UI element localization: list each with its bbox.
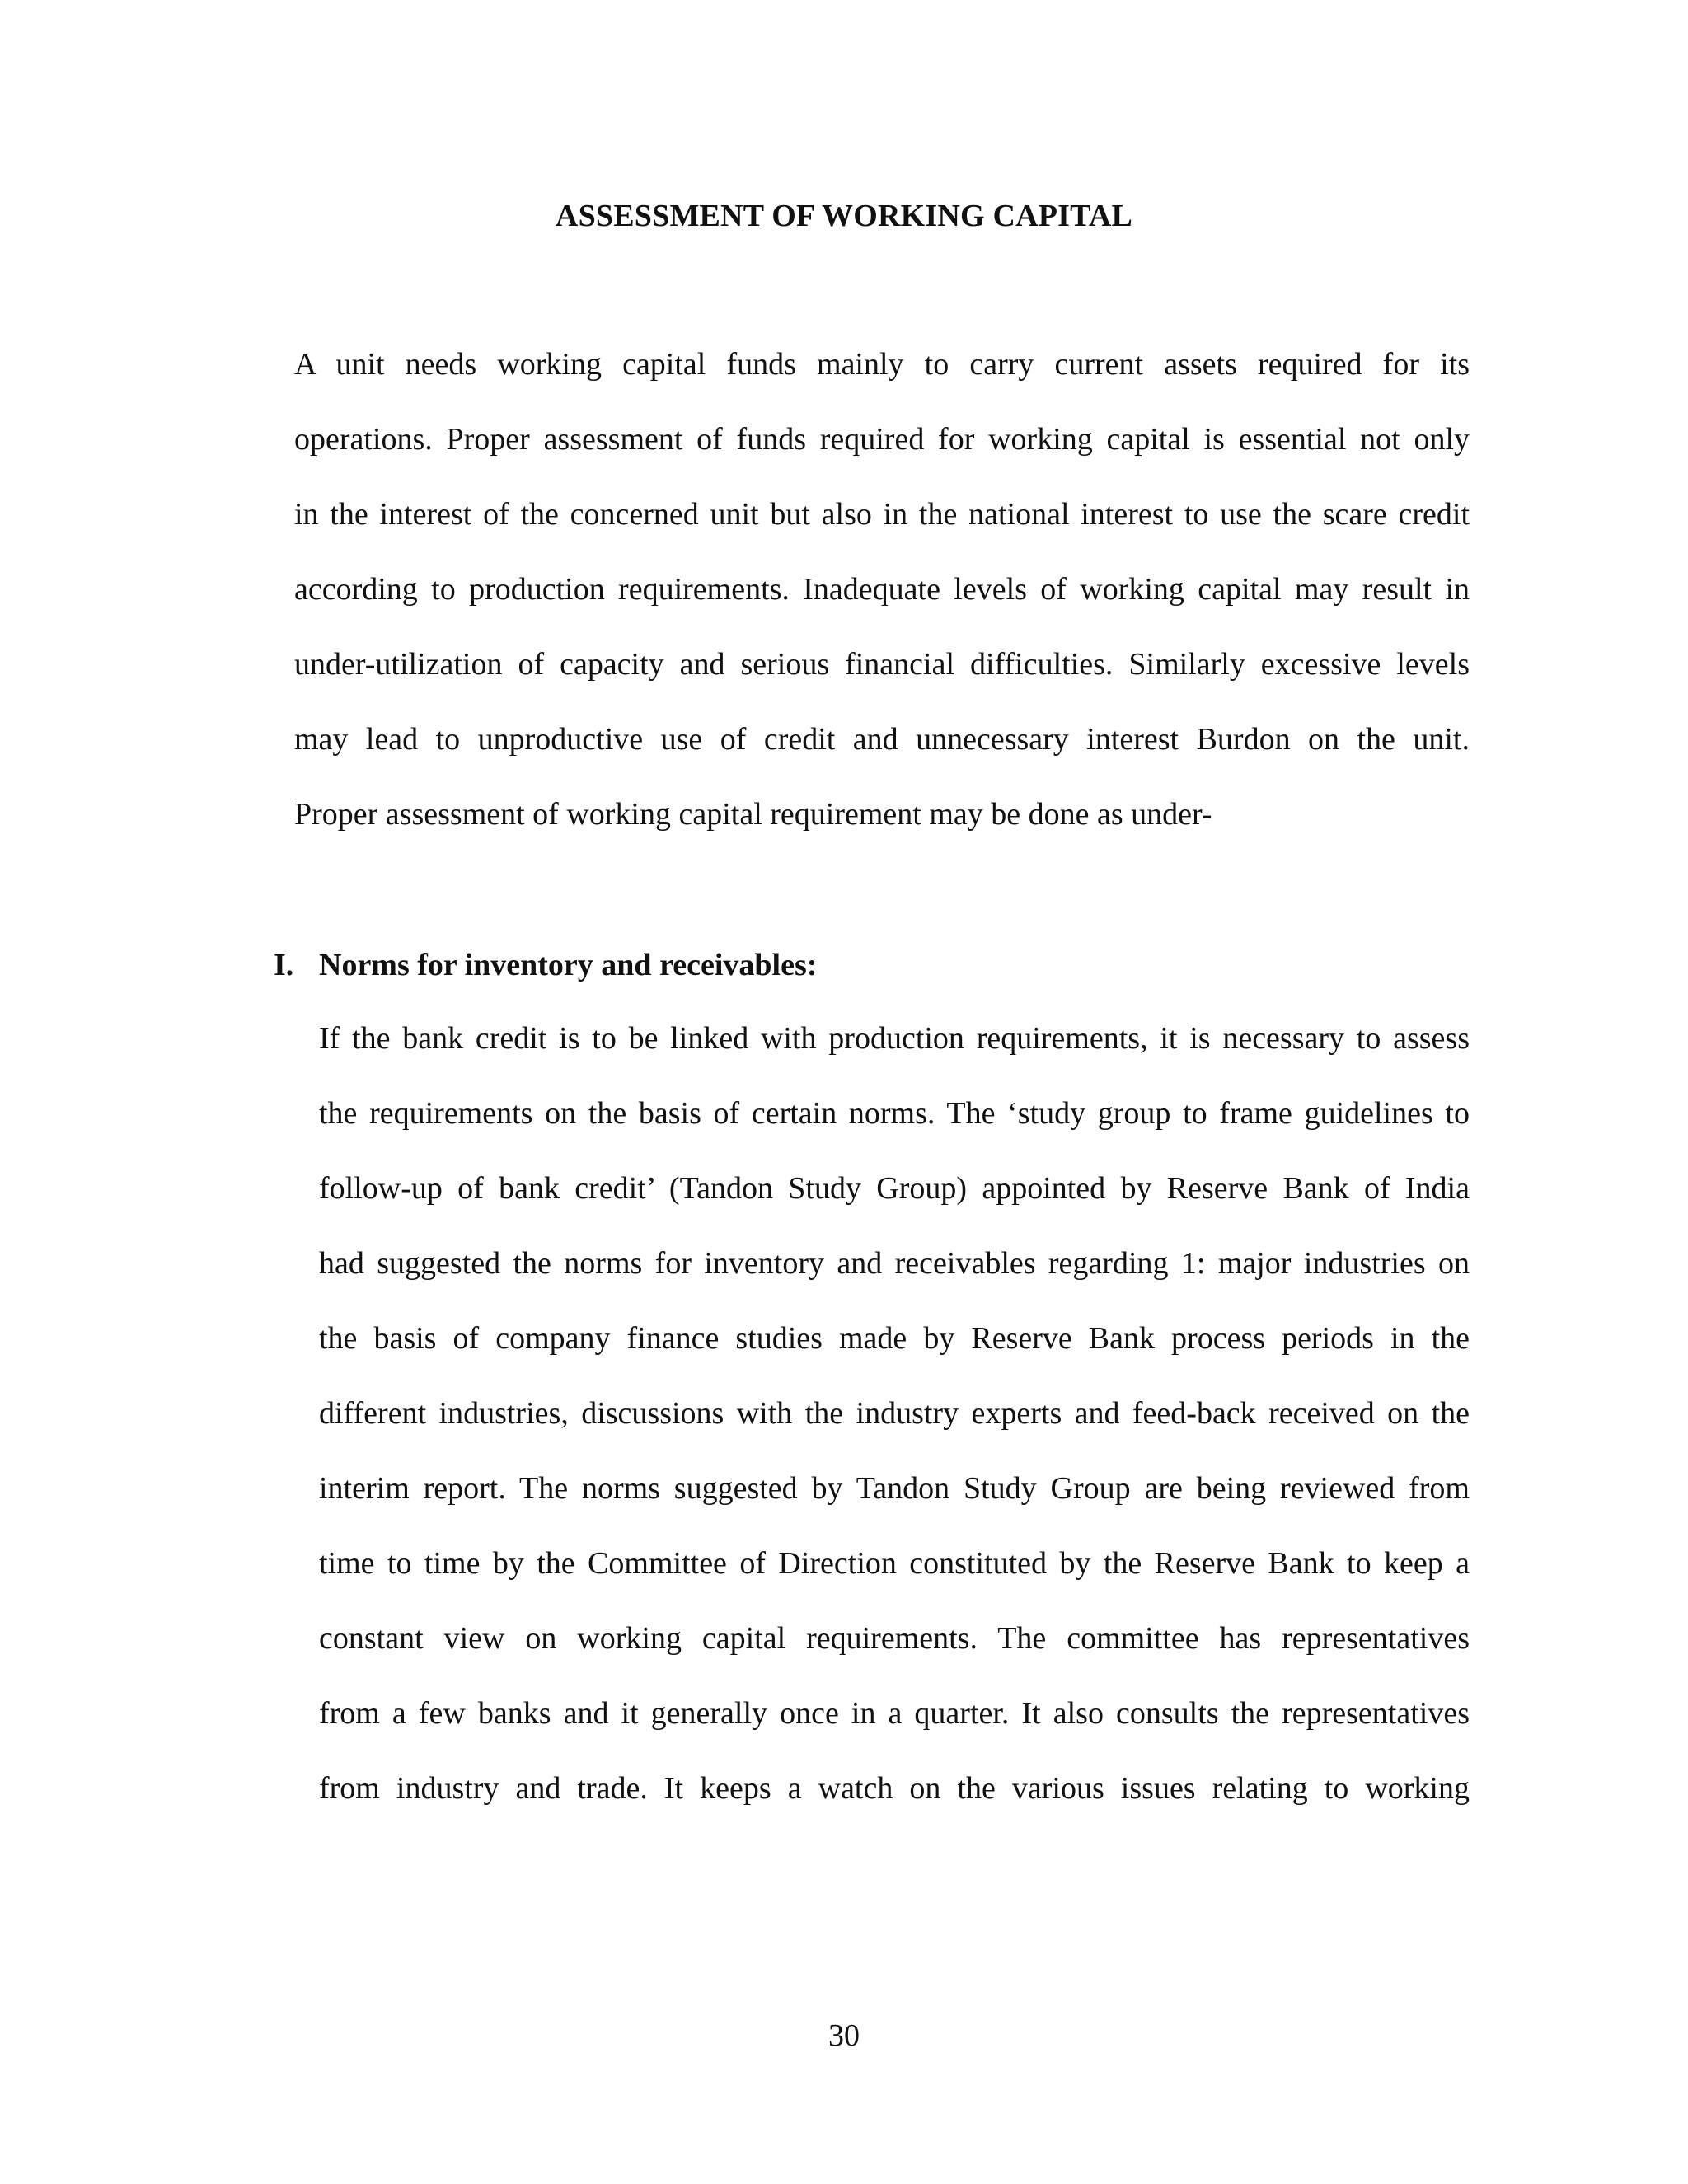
intro-paragraph [294,327,1470,852]
section-line: the basis of company finance studies made by Reserve Bank process periods in the [319,1321,1470,1356]
section-line: follow-up of bank credit’ (Tandon Study Group) appointed by Reserve Bank of India [319,1171,1470,1206]
intro-line: operations. Proper assessment of funds required for working capital is essential not only [294,422,1470,457]
section-line: had suggested the norms for inventory and receivables regarding 1: major industries on [319,1246,1470,1281]
intro-line: A unit needs working capital funds mainly to carry current assets required for its [294,347,1470,382]
section-body-paragraph [319,1001,1470,1826]
section-line: interim report. The norms suggested by Tandon Study Group are being reviewed from [319,1471,1470,1506]
page-title: ASSESSMENT OF WORKING CAPITAL [555,199,1133,233]
intro-line: may lead to unproductive use of credit and unnecessary interest Burdon on the unit. [294,722,1470,757]
intro-line: in the interest of the concerned unit but also in the national interest to use the scare credit [294,497,1470,532]
intro-line: according to production requirements. Inadequate levels of working capital may result in [294,572,1470,607]
section-line: time to time by the Committee of Direction constituted by the Reserve Bank to keep a [319,1546,1470,1581]
intro-line: Proper assessment of working capital requirement may be done as under- [294,797,1212,832]
section-line: constant view on working capital requirements. The committee has representatives [319,1621,1470,1656]
intro-line: under-utilization of capacity and serious financial difficulties. Similarly excessive levels [294,647,1470,682]
section-heading [274,945,817,985]
section-heading-text: Norms for inventory and receivables: [319,948,818,982]
section-number: I. [274,948,294,982]
section-line: the requirements on the basis of certain norms. The ‘study group to frame guidelines to [319,1096,1470,1131]
section-line: different industries, discussions with the industry experts and feed-back received on the [319,1396,1470,1431]
section-line: If the bank credit is to be linked with production requirements, it is necessary to assess [319,1021,1470,1056]
page-number: 30 [828,2018,860,2053]
section-line: from industry and trade. It keeps a watch on the various issues relating to working [319,1771,1470,1806]
section-line: from a few banks and it generally once in a quarter. It also consults the representatives [319,1696,1470,1731]
